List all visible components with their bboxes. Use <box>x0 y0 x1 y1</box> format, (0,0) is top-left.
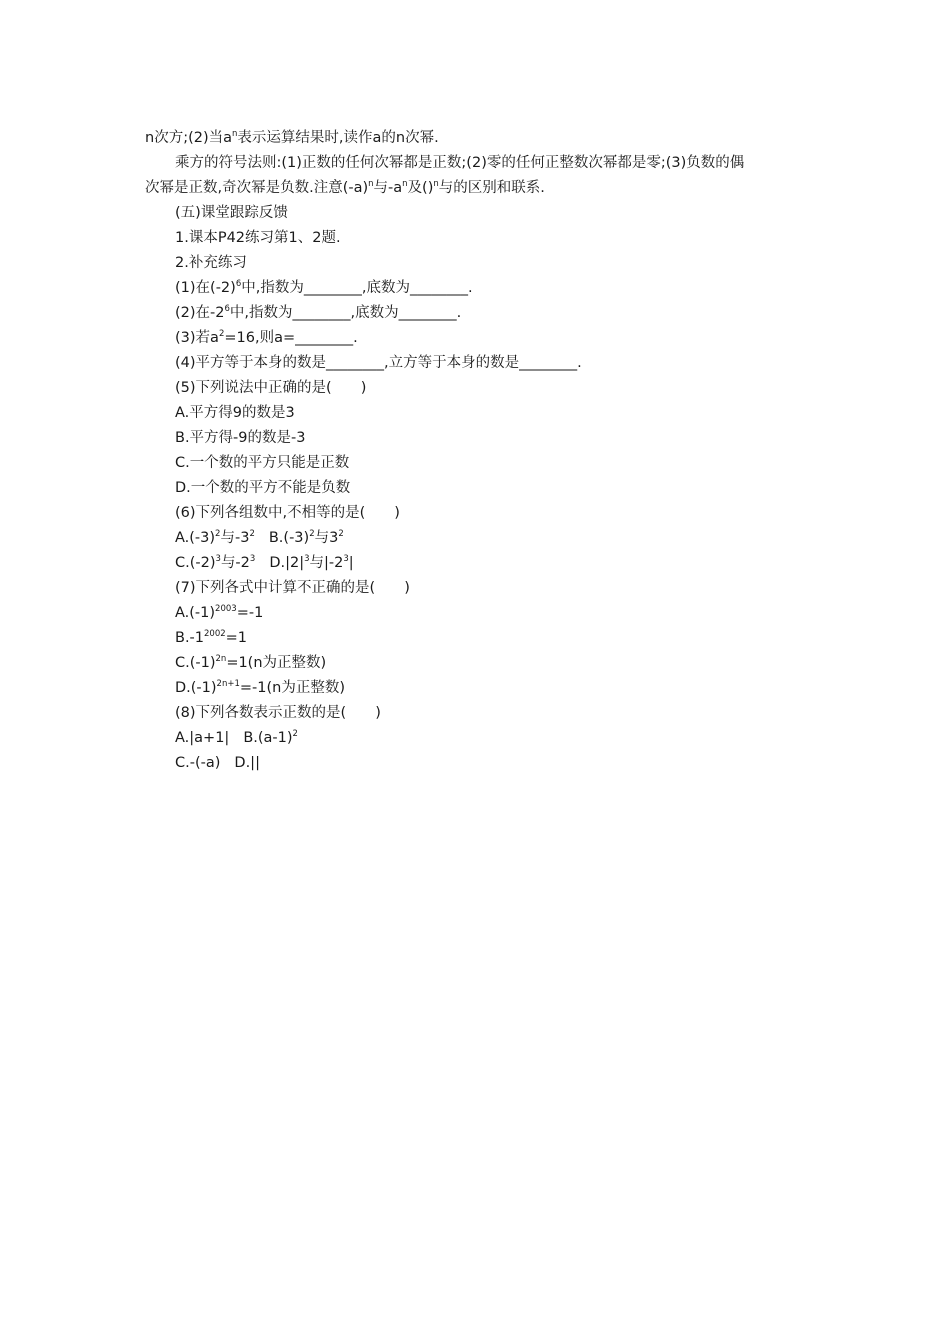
option-row-ab <box>145 526 810 551</box>
text: C.一个数的平方只能是正数 <box>175 455 350 471</box>
text: 及() <box>407 180 434 196</box>
text: (1)在(-2) <box>175 280 236 296</box>
superscript: n <box>433 179 439 189</box>
text: D.(-1) <box>175 680 217 696</box>
superscript: 2 <box>309 529 315 539</box>
superscript: 3 <box>249 554 256 564</box>
option-row-cd <box>145 551 810 576</box>
text: (6)下列各组数中,不相等的是( ) <box>175 505 400 521</box>
text: (4)平方等于本身的数是________,立方等于本身的数是________. <box>175 355 582 371</box>
text: n次方;(2)当a <box>145 130 232 146</box>
text: =1 <box>225 630 248 646</box>
question-6 <box>145 501 810 526</box>
text: A.平方得9的数是3 <box>175 405 295 421</box>
exercise-ref <box>145 226 810 251</box>
option-row-ab <box>145 726 810 751</box>
text: 乘方的符号法则:(1)正数的任何次幂都是正数;(2)零的任何正整数次幂都是零;(3)负数的偶 <box>175 155 745 171</box>
option-a <box>145 601 810 626</box>
text: 1.课本P42练习第1、2题. <box>175 230 341 246</box>
question-2 <box>145 301 810 326</box>
text: 与-2 <box>220 555 250 571</box>
option-c <box>145 651 810 676</box>
text-line-3 <box>145 176 810 201</box>
text: 与-3 <box>220 530 250 546</box>
text: D.|2| <box>269 555 305 571</box>
text: (8)下列各数表示正数的是( ) <box>175 705 381 721</box>
superscript: 2n+1 <box>216 679 240 689</box>
section-heading <box>145 201 810 226</box>
option-a <box>145 401 810 426</box>
text-line-1 <box>145 126 810 151</box>
question-4 <box>145 351 810 376</box>
text: 次幂是正数,奇次幂是负数.注意(-a) <box>145 180 369 196</box>
superscript: 3 <box>304 554 310 564</box>
text: A.(-1) <box>175 605 216 621</box>
supplement-heading <box>145 251 810 276</box>
text: B.-1 <box>175 630 205 646</box>
text: 中,指数为________,底数为________. <box>241 280 473 296</box>
question-5 <box>145 376 810 401</box>
text: 与的区别和联系. <box>438 180 545 196</box>
superscript: 6 <box>224 304 230 314</box>
text: D.|| <box>234 755 260 771</box>
superscript: 3 <box>343 554 349 564</box>
text: 表示运算结果时,读作a的n次幂. <box>237 130 439 146</box>
superscript: 2 <box>218 329 225 339</box>
option-row-cd <box>145 751 810 776</box>
superscript: 2 <box>338 529 344 539</box>
text: =-1 <box>236 605 264 621</box>
text: C.-(-a) <box>175 755 221 771</box>
text: | <box>348 555 354 571</box>
superscript: 2n <box>215 654 227 664</box>
text: A.(-3) <box>175 530 216 546</box>
text: (7)下列各式中计算不正确的是( ) <box>175 580 410 596</box>
text: (2)在-2 <box>175 305 225 321</box>
text: A.|a+1| <box>175 730 230 746</box>
text: B.(-3) <box>268 530 310 546</box>
superscript: 2 <box>215 529 221 539</box>
text: C.(-2) <box>175 555 216 571</box>
text: 与|-2 <box>309 555 344 571</box>
option-d <box>145 476 810 501</box>
superscript: n <box>232 129 238 139</box>
text: 与3 <box>314 530 339 546</box>
text: B.平方得-9的数是-3 <box>175 430 306 446</box>
superscript: 3 <box>215 554 221 564</box>
text: B.(a-1) <box>243 730 293 746</box>
text: =-1(n为正整数) <box>239 680 345 696</box>
text: 2.补充练习 <box>175 255 247 271</box>
text: C.(-1) <box>175 655 216 671</box>
text: (5)下列说法中正确的是( ) <box>175 380 367 396</box>
superscript: 2 <box>249 529 255 539</box>
option-b <box>145 426 810 451</box>
superscript: 6 <box>235 279 242 289</box>
sign-rule-line <box>145 151 810 176</box>
text: =1(n为正整数) <box>226 655 327 671</box>
text: (五)课堂跟踪反馈 <box>175 205 288 221</box>
text: =16,则a=________. <box>224 330 358 346</box>
question-7 <box>145 576 810 601</box>
document-body <box>145 126 810 776</box>
option-d <box>145 676 810 701</box>
superscript: n <box>402 179 408 189</box>
text: (3)若a <box>175 330 219 346</box>
superscript: 2 <box>292 729 298 739</box>
text: 与-a <box>373 180 403 196</box>
question-1 <box>145 276 810 301</box>
text: 中,指数为________,底数为________. <box>229 305 462 321</box>
superscript: n <box>368 179 374 189</box>
text: D.一个数的平方不能是负数 <box>175 480 351 496</box>
option-c <box>145 451 810 476</box>
question-8 <box>145 701 810 726</box>
question-3 <box>145 326 810 351</box>
superscript: 2003 <box>215 604 237 614</box>
superscript: 2002 <box>204 629 226 639</box>
option-b <box>145 626 810 651</box>
